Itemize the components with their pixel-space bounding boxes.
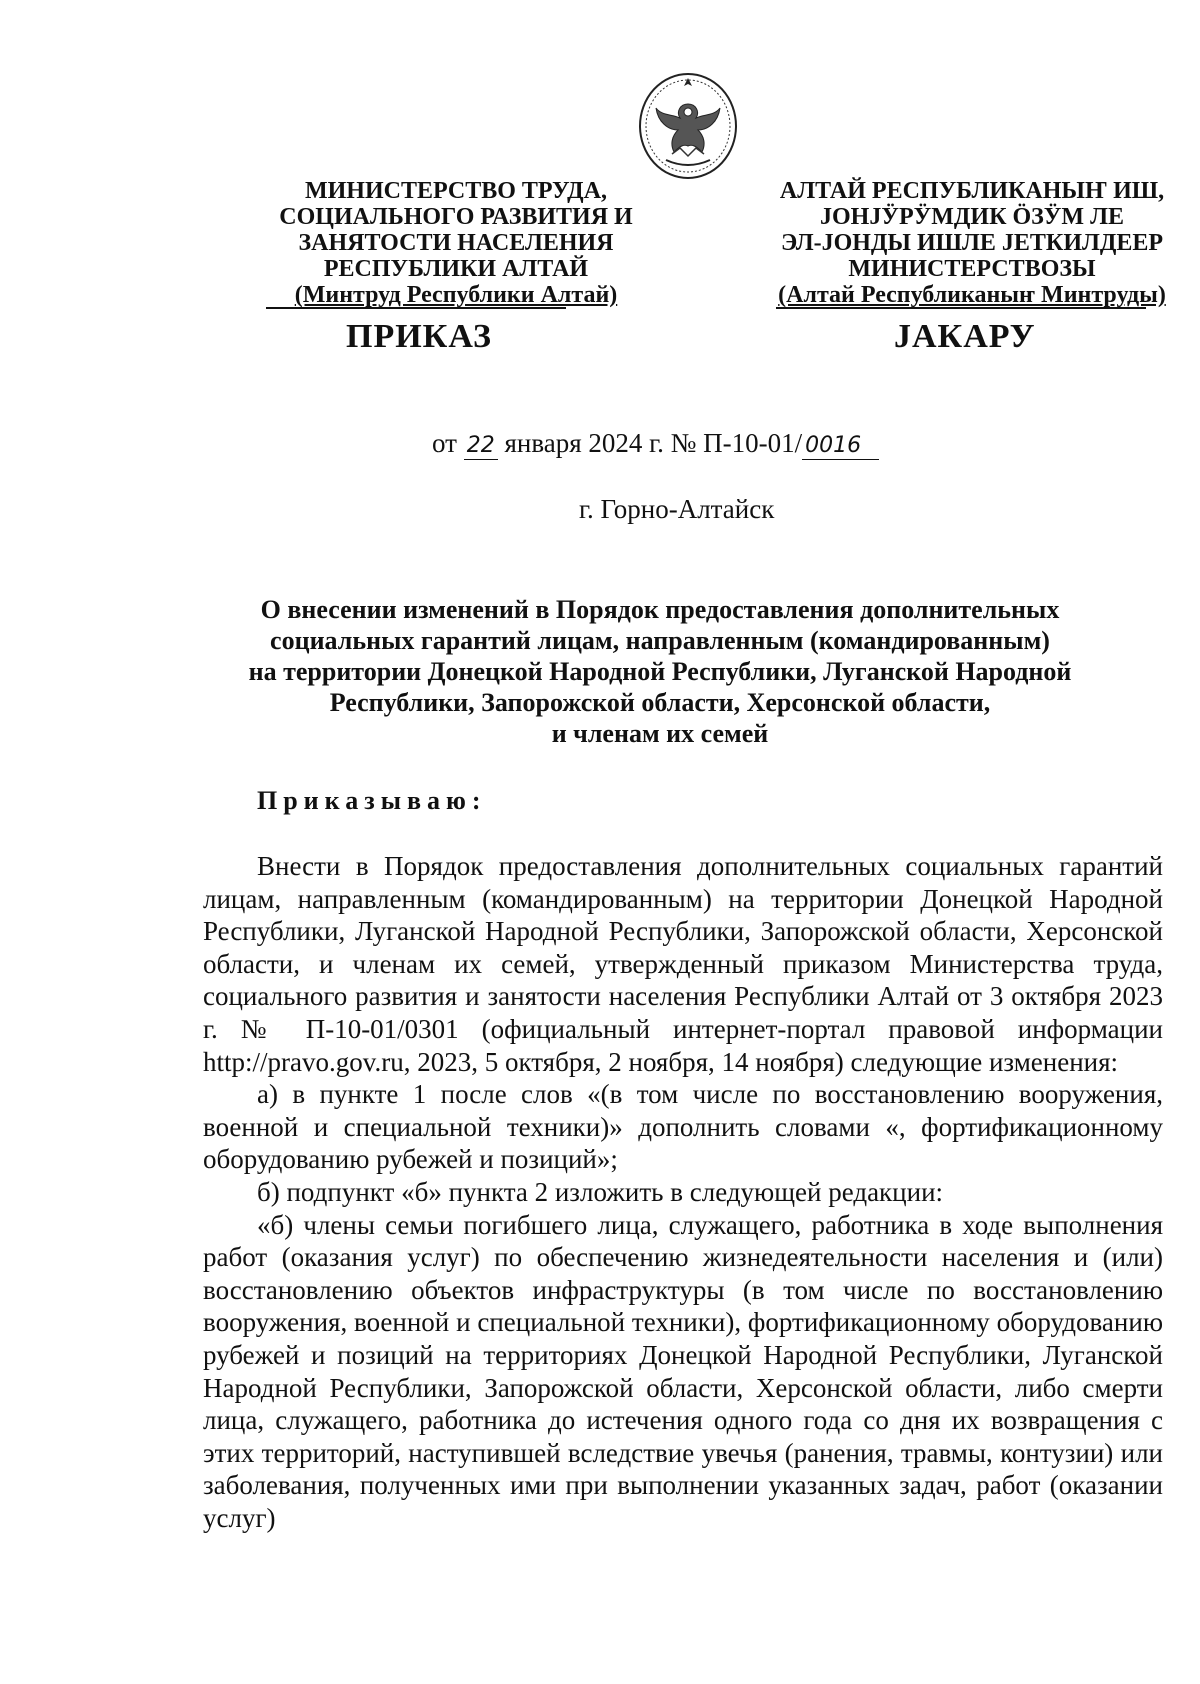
body-paragraph: «б) члены семьи погибшего лица, служащего, работника в ходе выполнения работ (оказания услуг) по обеспечению жизнедеятельности населения и (или) восстановлению объектов инфраструктуры (в том числе по восстановлению вооружения, военной и специальной техники), фортификационному оборудованию рубежей и позиций на территориях Донецкой Народной Республики, Луганской Народной Республики, Запорожской области, Херсонской области, либо смерти лица, служащего, работника до истечения одного года со дня их возвращения с этих территорий, наступившей вследствие увечья (ранения, травмы, контузии) или заболевания, полученных ими при выполнении указанных задач, работ (оказании услуг) xyxy=(203,1209,1163,1533)
document-body xyxy=(203,850,1163,1534)
header-line: ЈОНЈӰРӰМДИК ӦЗӰМ ЛЕ xyxy=(820,204,1124,230)
order-date-line xyxy=(432,428,879,460)
title-line: О внесении изменений в Порядок предоставления дополнительных xyxy=(260,595,1060,624)
header-divider-left xyxy=(266,307,566,309)
header-abbreviation: (Алтай Республиканыҥ Минтруды) xyxy=(778,282,1166,308)
title-line: на территории Донецкой Народной Республики, Луганской Народной xyxy=(248,657,1072,686)
body-paragraph: Внести в Порядок предоставления дополнительных социальных гарантий лицам, направленным (командированным) на территории Донецкой Народной Республики, Луганской Народной Республики, Запорожской области, Херсонской области, и членам их семей, утвержденный приказом Министерства труда, социального развития и занятости населения Республики Алтай от 3 октября 2023 г. № П-10-01/0301 (официальный интернет-портал правовой информации http://pravo.gov.ru, 2023, 5 октября, 2 ноября, 14 ноября) следующие изменения: xyxy=(203,851,1163,1077)
header-line: ЗАНЯТОСТИ НАСЕЛЕНИЯ xyxy=(298,230,614,256)
date-prefix: от xyxy=(432,428,457,458)
city-name: г. Горно-Алтайск xyxy=(579,494,775,524)
header-line: РЕСПУБЛИКИ АЛТАЙ xyxy=(323,256,589,282)
header-line: ЭЛ-ЈОНДЫ ИШЛЕ ЈЕТКИЛДЕЕР xyxy=(780,230,1164,256)
coat-of-arms-emblem xyxy=(636,64,740,182)
order-word-altai: ЈАКАРУ xyxy=(894,318,1036,355)
header-divider-right xyxy=(776,307,1146,309)
handwritten-day: 22 xyxy=(464,433,498,460)
header-line: МИНИСТЕРСТВО ТРУДА, xyxy=(304,178,608,204)
header-abbreviation: (Минтруд Республики Алтай) xyxy=(294,282,618,308)
body-paragraph: а) в пункте 1 после слов «(в том числе по восстановлению вооружения, военной и специальной техники)» дополнить словами «, фортификационному оборудованию рубежей и позиций»; xyxy=(203,1079,1163,1175)
header-line: АЛТАЙ РЕСПУБЛИКАНЫҤ ИШ, xyxy=(779,178,1165,204)
order-word-russian: ПРИКАЗ xyxy=(346,318,492,355)
date-middle: января 2024 г. № П-10-01/ xyxy=(504,428,803,458)
handwritten-order-number: 0016 xyxy=(802,433,879,460)
header-line: СОЦИАЛЬНОГО РАЗВИТИЯ И xyxy=(279,204,633,230)
header-ministry-altai xyxy=(762,178,1182,308)
title-line: Республики, Запорожской области, Херсонской области, xyxy=(329,688,991,717)
header-line: МИНИСТЕРСТВОЗЫ xyxy=(848,256,1096,282)
title-line: социальных гарантий лицам, направленным (командированным) xyxy=(270,626,1050,655)
document-title xyxy=(180,594,1140,749)
body-paragraph: б) подпункт «б» пункта 2 изложить в следующей редакции: xyxy=(257,1176,944,1207)
order-heading: Приказываю: xyxy=(257,786,487,815)
header-ministry-russian xyxy=(246,178,666,308)
title-line: и членам их семей xyxy=(551,719,769,748)
